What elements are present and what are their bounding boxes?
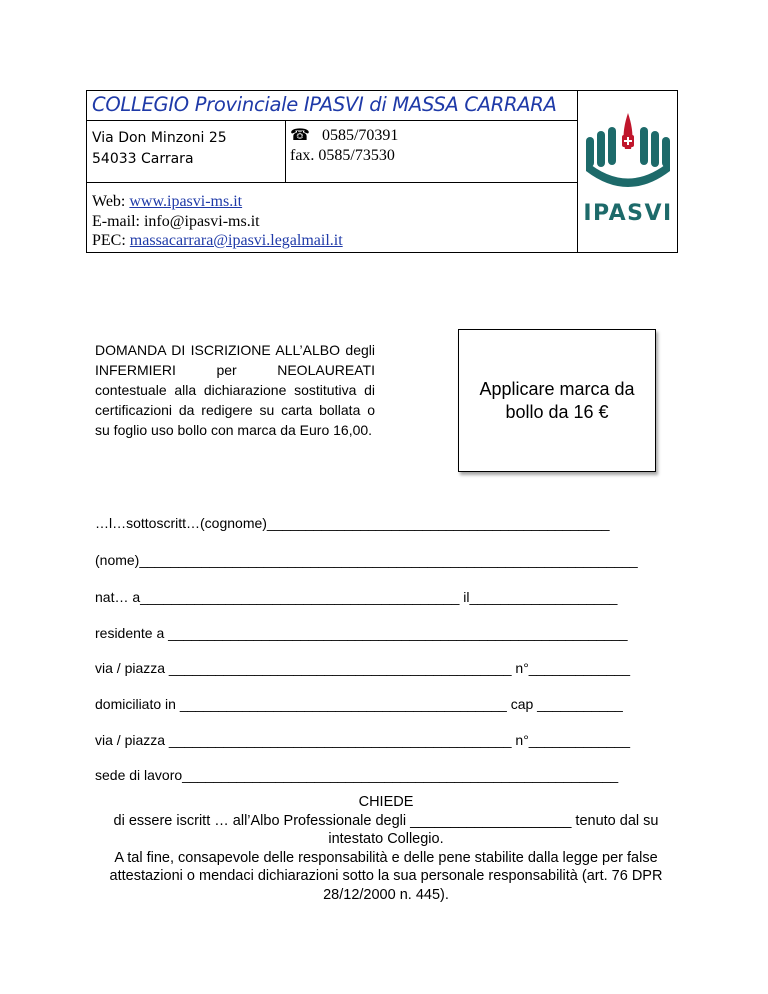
workplace-field[interactable]: sede di lavoro________________________________________________________ [95, 767, 619, 783]
residence-field[interactable]: residente a ___________________________________________________________ [95, 625, 628, 641]
pec-label: PEC: [92, 232, 130, 249]
fax-number: fax. 0585/73530 [290, 147, 395, 164]
birth-place-date-field[interactable]: nat… a_________________________________________ il___________________ [95, 589, 618, 605]
organization-title: COLLEGIO Provinciale IPASVI di MASSA CARRARA [92, 93, 557, 116]
declaration-text: A tal fine, consapevole delle responsabilità e delle pene stabilite dalla legge per false attestazioni o mendaci dichiarazioni sotto la sua personale responsabilità (art. 76 DPR 28/12/2000 n. 445). [109, 849, 663, 903]
email-text: E-mail: info@ipasvi-ms.it [92, 212, 260, 230]
web-contacts-cell [87, 183, 578, 253]
web-label: Web: [92, 193, 130, 210]
contact-cell [286, 121, 578, 183]
application-intro-text: DOMANDA DI ISCRIZIONE ALL’ALBO degli INFERMIERI per NEOLAUREATI contestuale alla dichiarazione sostitutiva di certificazioni da redigere su carta bollata o su foglio uso bollo con marca da Euro 16,00. [95, 342, 375, 438]
ipasvi-logo [578, 91, 678, 253]
domicile-field[interactable]: domiciliato in __________________________________________ cap ___________ [95, 696, 623, 712]
address-city: 54033 Carrara [92, 151, 194, 167]
cognome-field[interactable]: …l…sottoscritt…(cognome)____________________________________________ [95, 515, 610, 531]
pec-link[interactable]: massacarrara@ipasvi.legalmail.it [129, 232, 343, 249]
letterhead-table [86, 90, 678, 253]
domicile-street-field[interactable]: via / piazza ____________________________________________ n°_____________ [95, 732, 631, 748]
residence-street-field[interactable]: via / piazza ____________________________________________ n°_____________ [95, 660, 631, 676]
hands-cross-logo-icon [578, 91, 678, 201]
chiede-heading: CHIEDE [358, 794, 414, 810]
phone-icon: ☎ [290, 127, 310, 144]
nome-field[interactable]: (nome)________________________________________________________________ [95, 552, 638, 568]
stamp-instruction-line1: Applicare marca da [479, 378, 635, 399]
title-cell [87, 91, 578, 121]
stamp-instruction-line2: bollo da 16 € [505, 401, 609, 422]
address-cell [87, 121, 286, 183]
request-text: di essere iscritt … all’Albo Professionale degli ____________________ tenuto dal su intestato Collegio. [113, 812, 659, 847]
address-street: Via Don Minzoni 25 [92, 130, 227, 146]
revenue-stamp-box [458, 329, 656, 472]
phone-number: 0585/70391 [321, 127, 399, 144]
request-section [86, 793, 686, 904]
logo-wordmark: IPASVI [583, 201, 673, 226]
website-link[interactable]: www.ipasvi-ms.it [129, 193, 243, 210]
